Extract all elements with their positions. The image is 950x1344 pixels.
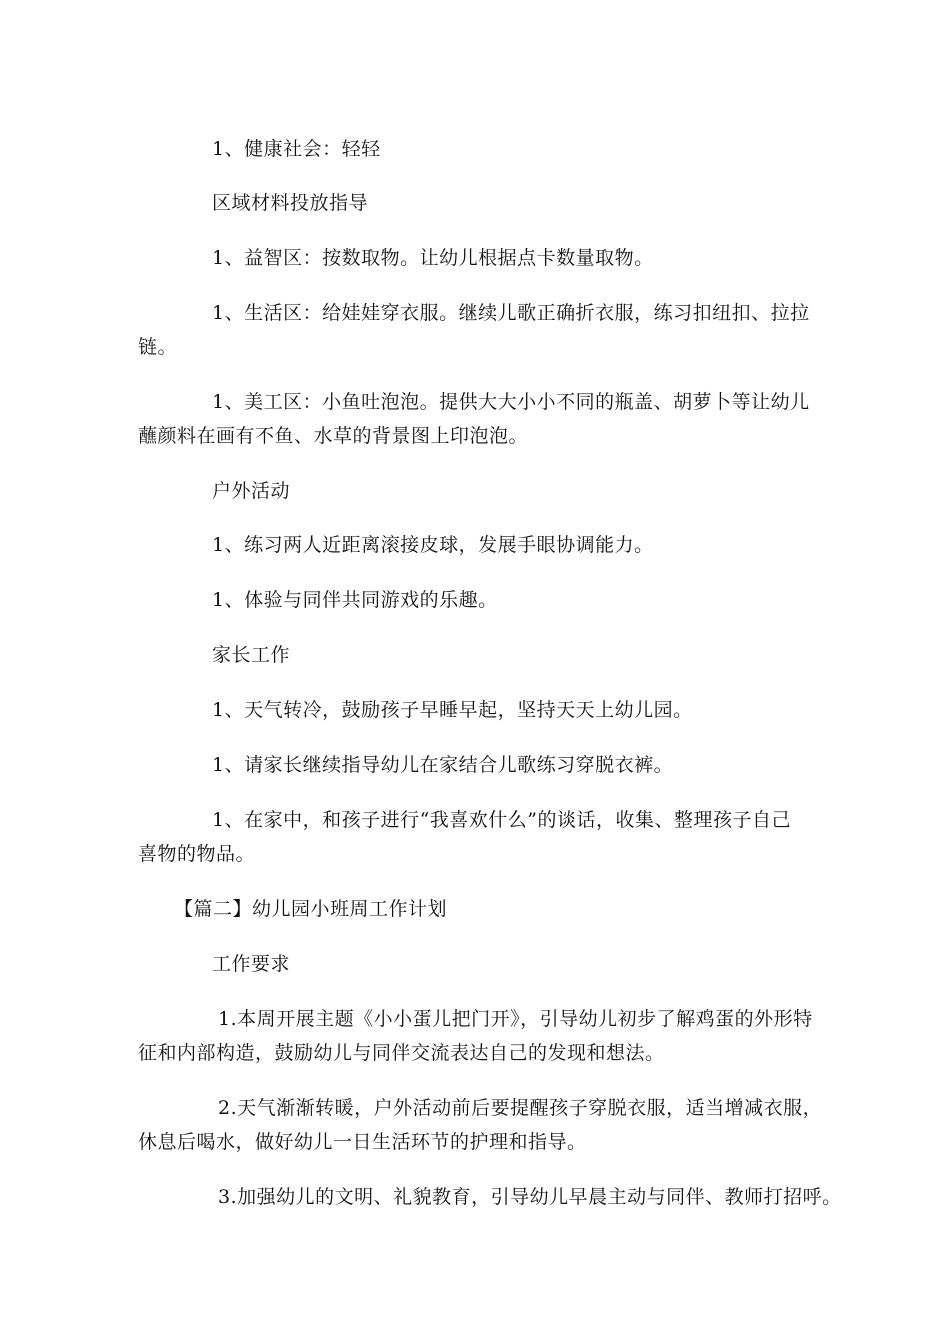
req-item-2-line2: 休息后喝水，做好幼儿一日生活环节的护理和指导。 <box>138 1131 587 1153</box>
parent-heading: 家长工作 <box>212 644 291 666</box>
outdoor-item-play: 1、体验与同伴共同游戏的乐趣。 <box>212 589 498 611</box>
req-item-3: 3.加强幼儿的文明、礼貌教育，引导幼儿早晨主动与同伴、教师打招呼。 <box>218 1186 842 1208</box>
area-item-puzzle: 1、益智区：按数取物。让幼儿根据点卡数量取物。 <box>212 247 654 269</box>
area-item-life-line2: 链。 <box>138 336 178 358</box>
parent-item-clothes: 1、请家长继续指导幼儿在家结合儿歌练习穿脱衣裤。 <box>212 754 674 776</box>
outdoor-item-ball: 1、练习两人近距离滚接皮球，发展手眼协调能力。 <box>212 534 654 556</box>
req-item-1-line2: 征和内部构造，鼓励幼儿与同伴交流表达自己的发现和想法。 <box>138 1042 665 1064</box>
req-item-2-line1: 2.天气渐渐转暖，户外活动前后要提醒孩子穿脱衣服，适当增减衣服， <box>218 1097 823 1119</box>
parent-item-talk-line1: 1、在家中，和孩子进行“我喜欢什么”的谈话，收集、整理孩子自己 <box>212 809 792 831</box>
section2-title: 【篇二】幼儿园小班周工作计划 <box>174 898 448 920</box>
area-item-art-line2: 蘸颜料在画有不鱼、水草的背景图上印泡泡。 <box>138 425 529 447</box>
health-item: 1、健康社会：轻轻 <box>212 138 381 160</box>
parent-item-talk-line2: 喜物的物品。 <box>138 843 256 865</box>
requirements-heading: 工作要求 <box>212 953 291 975</box>
req-item-1-line1: 1.本周开展主题《小小蛋儿把门开》，引导幼儿初步了解鸡蛋的外形特 <box>218 1008 813 1030</box>
area-item-art-line1: 1、美工区：小鱼吐泡泡。提供大大小小不同的瓶盖、胡萝卜等让幼儿 <box>212 391 810 413</box>
parent-item-weather: 1、天气转冷，鼓励孩子早睡早起，坚持天天上幼儿园。 <box>212 699 693 721</box>
area-item-life-line1: 1、生活区：给娃娃穿衣服。继续儿歌正确折衣服，练习扣纽扣、拉拉 <box>212 302 810 324</box>
area-heading: 区域材料投放指导 <box>212 192 369 214</box>
outdoor-heading: 户外活动 <box>212 480 291 502</box>
